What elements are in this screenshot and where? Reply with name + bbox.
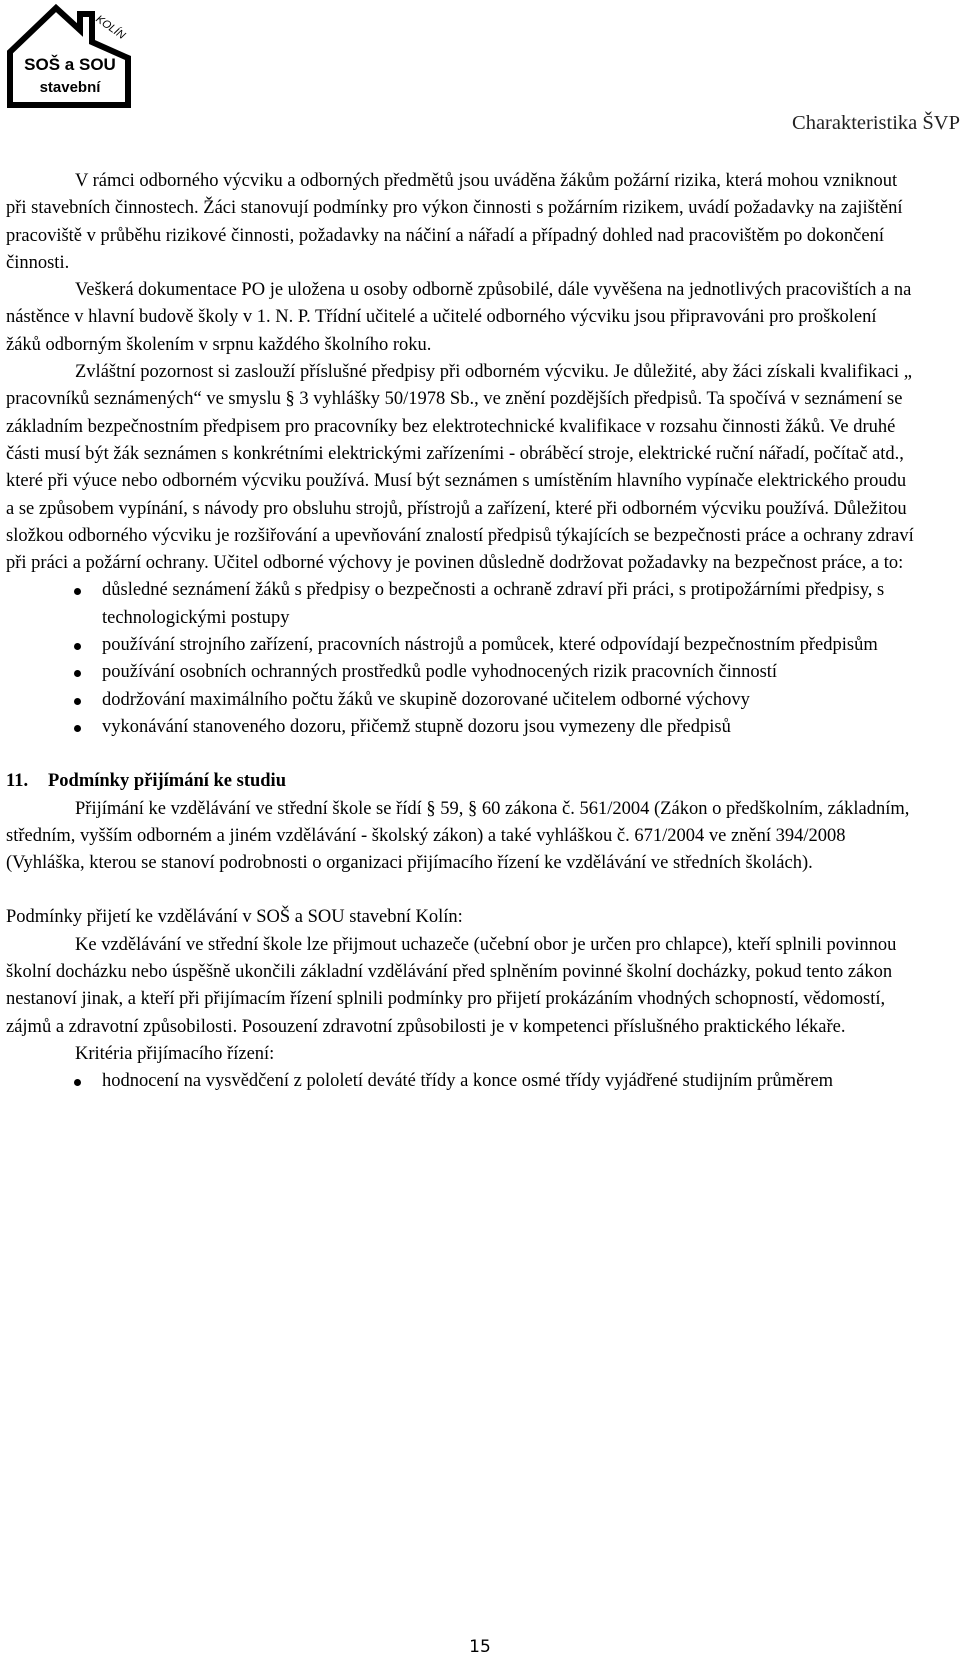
bullet-icon bbox=[74, 1079, 81, 1086]
list-item: hodnocení na vysvědčení z pololetí deváté třídy a konce osmé třídy vyjádřené studijním průměrem bbox=[6, 1068, 916, 1095]
logo-line2: stavební bbox=[39, 79, 101, 96]
paragraph-admission-conditions-heading: Podmínky přijetí ke vzdělávání v SOŠ a SOU stavební Kolín: bbox=[6, 907, 463, 928]
school-logo bbox=[4, 2, 138, 114]
paragraph-admission-law: Přijímání ke vzdělávání ve střední škole se řídí § 59, § 60 zákona č. 561/2004 (Zákon o předškolním, základním, středním, vyšším odborném a jiném vzdělávání - školský zákon) a také vyhláškou č. 671/2004 ve znění 394/2008 (Vyhláška, kterou se stanoví podrobnosti o organizaci přijímacího řízení ke vzdělávání ve středních školách). bbox=[6, 798, 910, 874]
bullet-icon bbox=[74, 725, 81, 732]
logo-town: KOLÍN bbox=[93, 13, 128, 42]
list-item: dodržování maximálního počtu žáků ve skupině dozorované učitelem odborné výchovy bbox=[6, 687, 916, 714]
logo-line1: SOŠ a SOU bbox=[24, 55, 116, 74]
list-item: používání osobních ochranných prostředků podle vyhodnocených rizik pracovních činností bbox=[6, 659, 916, 686]
bullet-icon bbox=[74, 588, 81, 595]
section-number: 11. bbox=[6, 771, 29, 792]
bullet-icon bbox=[74, 670, 81, 677]
bullet-icon bbox=[74, 698, 81, 705]
bullet-icon bbox=[74, 643, 81, 650]
safety-requirements-list bbox=[6, 577, 916, 741]
paragraph-fire-documentation: Veškerá dokumentace PO je uložena u osoby odborně způsobilé, dále vyvěšena na jednotlivých pracovištích a na nástěnce v hlavní budově školy v 1. N. P. Třídní učitelé a učitelé odborného výcviku jsou připravováni pro proškolení žáků odborným školením v srpnu každého školního roku. bbox=[6, 280, 912, 355]
paragraph-safety-regulations: Zvláštní pozornost si zaslouží příslušné předpisy při odborném výcviku. Je důležité, aby žáci získali kvalifikaci „ pracovníků seznámených“ ve smyslu § 3 vyhlášky 50/1978 Sb., ve znění pozdějších předpisů. Ta spočívá v seznámení se základním bezpečnostním předpisem pro pracovníky bez elektrotechnické kvalifikace v rozsahu činnosti žáků. Ve druhé části musí být žák seznámen s konkrétními elektrickými zařízeními - obráběcí stroje, elektrické ruční nářadí, počítač atd., které při výuce nebo odborném výcviku používá. Musí být seznámen s umístěním hlavního vypínače elektrického proudu a se způsobem vypínání, s návody pro obsluhu strojů, přístrojů a zařízení, které při odborném výcviku používá. Důležitou složkou odborného výcviku je rozšiřování a upevňování znalostí předpisů týkajících se bezpečnosti práce a ochrany zdraví při práci a požární ochrany. Učitel odborné výchovy je povinen důsledně dodržovat požadavky na bezpečnost práce, a to: bbox=[6, 362, 914, 574]
list-item: používání strojního zařízení, pracovních nástrojů a pomůcek, které odpovídají bezpečnostním předpisům bbox=[6, 632, 916, 659]
paragraph-admission-criteria-heading: Kritéria přijímacího řízení: bbox=[75, 1043, 275, 1064]
document-title: Charakteristika ŠVP bbox=[792, 112, 960, 134]
list-item: vykonávání stanoveného dozoru, přičemž stupně dozoru jsou vymezeny dle předpisů bbox=[6, 714, 916, 741]
page-content bbox=[6, 168, 916, 1096]
paragraph-admission-conditions: Ke vzdělávání ve střední škole lze přijmout uchazeče (učební obor je určen pro chlapce), kteří splnili povinnou školní docházku nebo úspěšně ukončili základní vzdělávání před splněním povinné školní docházky, pokud tento zákon nestanoví jinak, a kteří při přijímacím řízení splnili podmínky pro přijetí prokázáním vhodných schopností, vědomostí, zájmů a zdravotní způsobilosti. Posouzení zdravotní způsobilosti je v kompetenci příslušného praktického lékaře. bbox=[6, 934, 897, 1037]
page-number: 15 bbox=[469, 1637, 491, 1657]
section-heading bbox=[6, 768, 916, 795]
section-title: Podmínky přijímání ke studiu bbox=[48, 771, 286, 792]
list-item: důsledné seznámení žáků s předpisy o bezpečnosti a ochraně zdraví při práci, s protipožárními předpisy, s technologickými postupy bbox=[6, 577, 916, 632]
admission-criteria-list bbox=[6, 1068, 916, 1095]
paragraph-fire-risks: V rámci odborného výcviku a odborných předmětů jsou uváděna žákům požární rizika, která mohou vzniknout při stavebních činnostech. Žáci stanovují podmínky pro výkon činnosti s požárním rizikem, uvádí požadavky na zajištění pracoviště v průběhu rizikové činnosti, požadavky na náčiní a nářadí a případný dohled nad pracovištěm po dokončení činnosti. bbox=[6, 171, 903, 273]
